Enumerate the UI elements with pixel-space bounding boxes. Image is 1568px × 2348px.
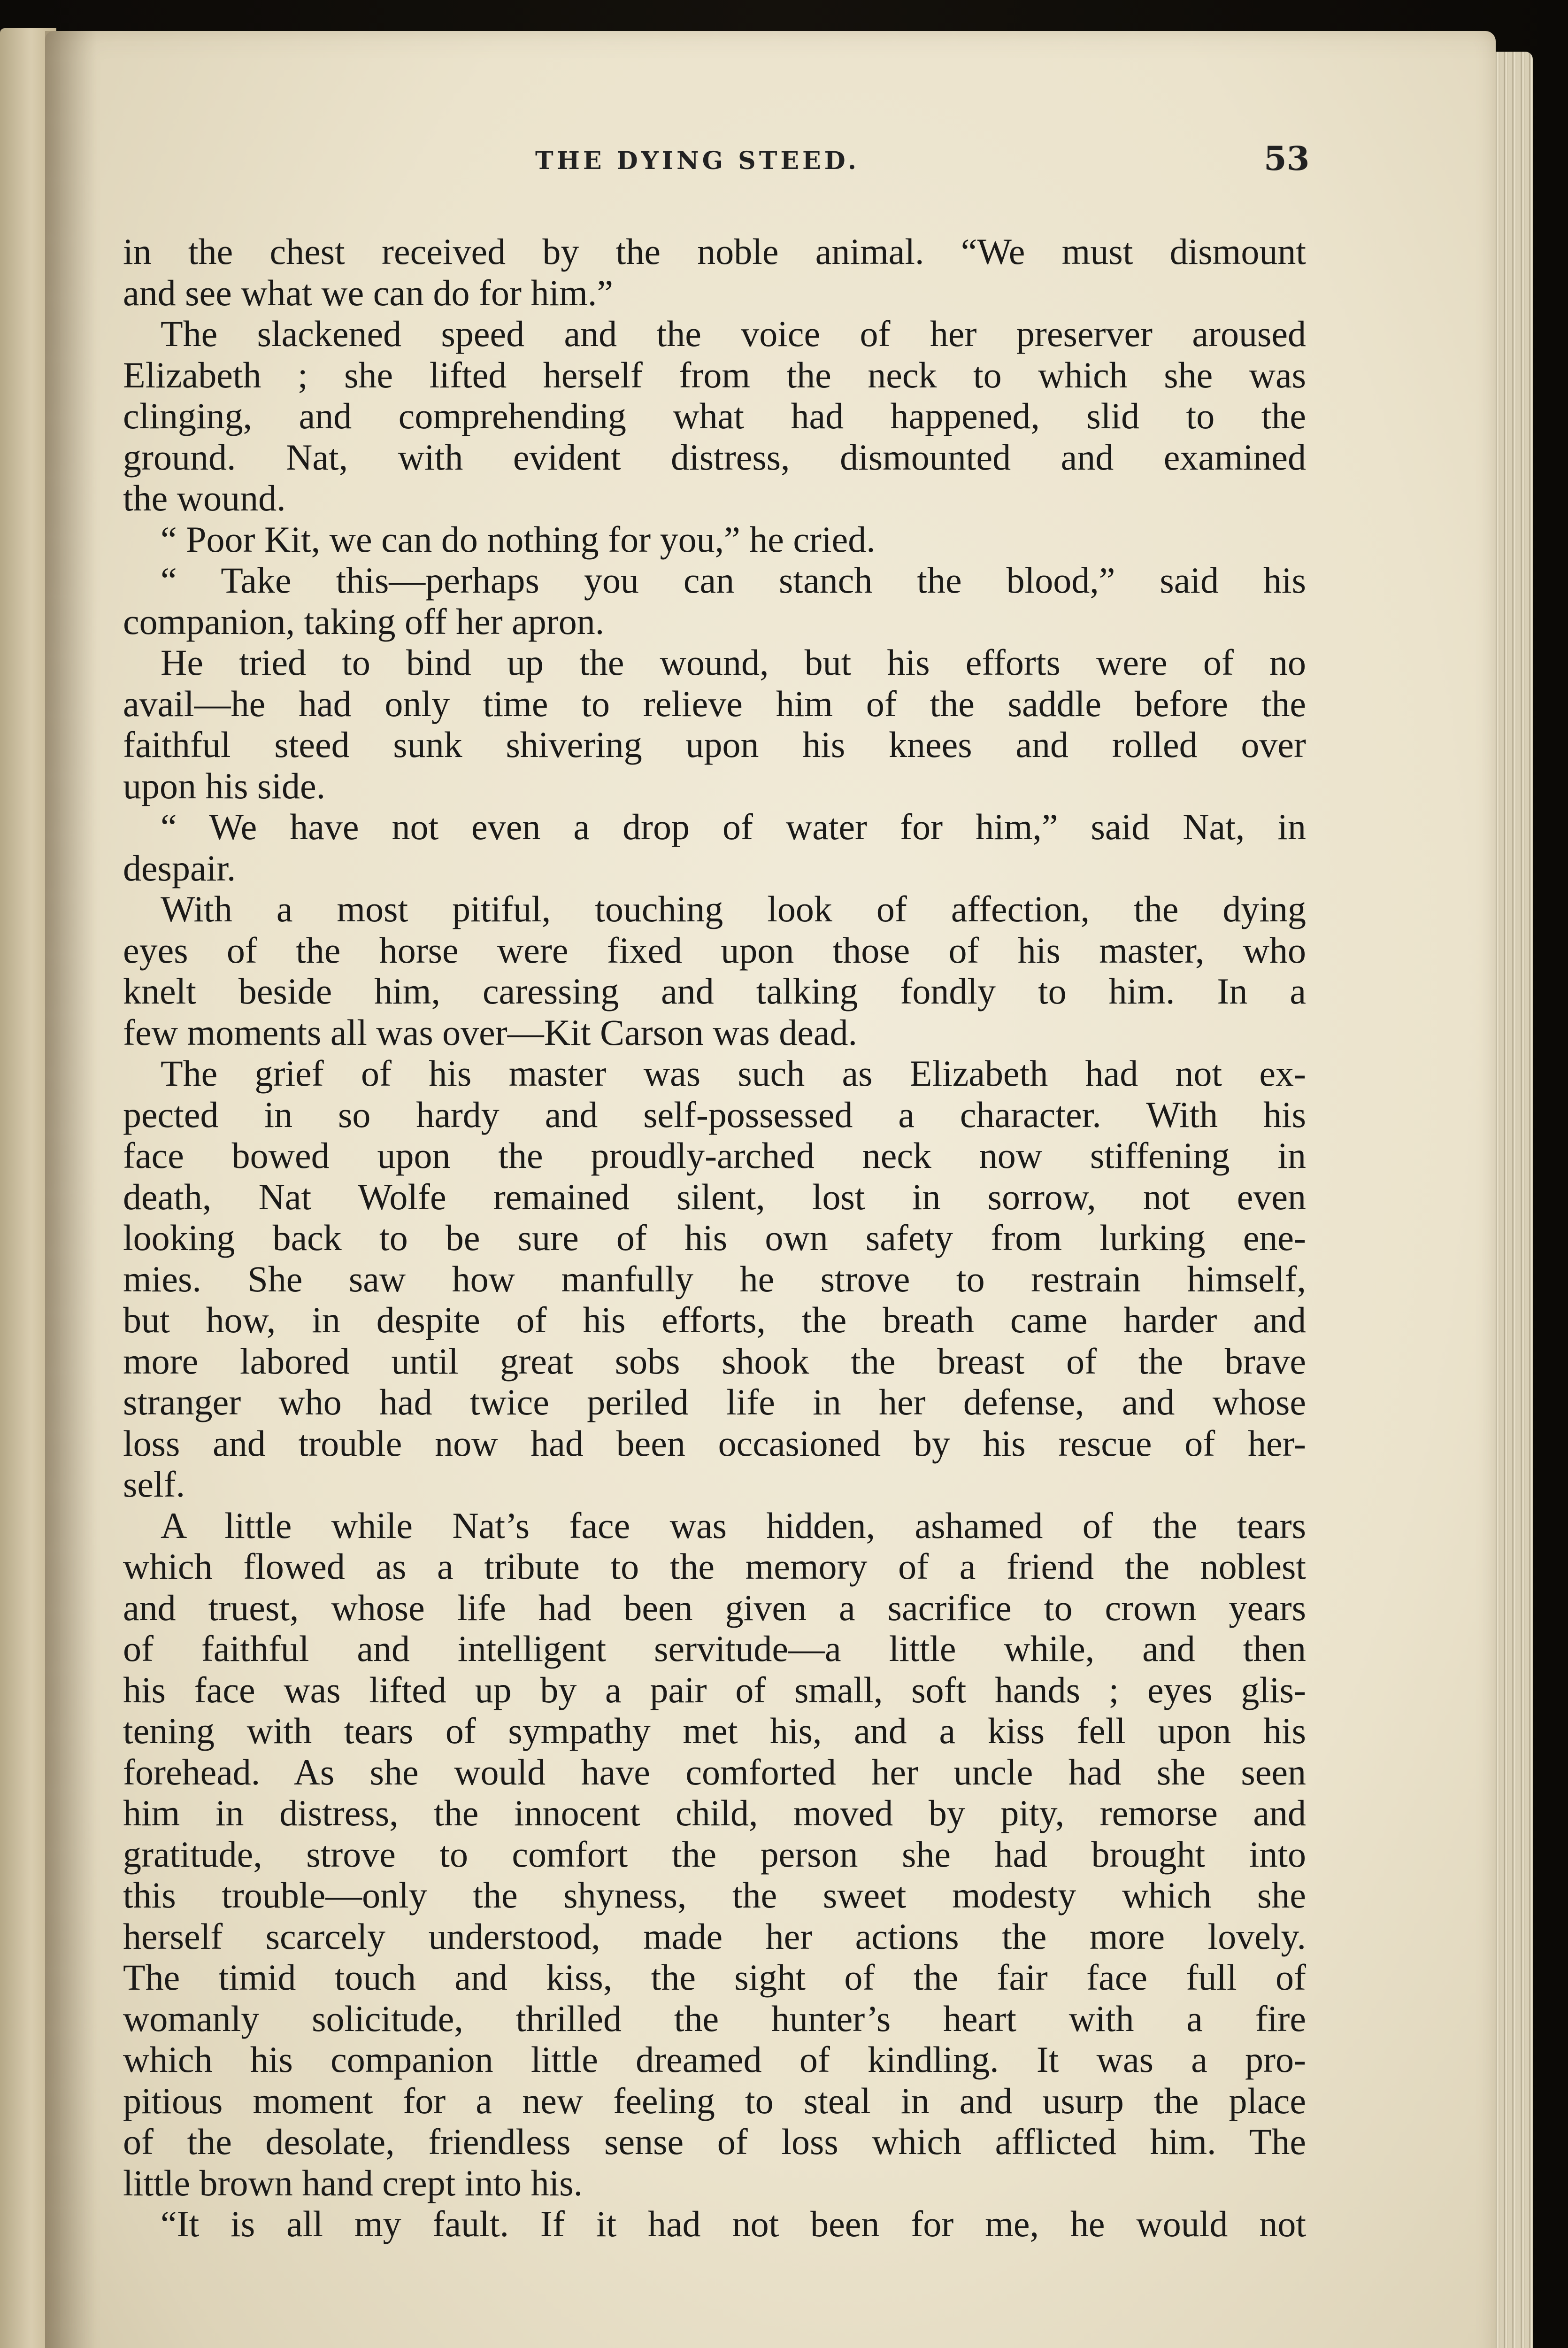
running-title: THE DYING STEED.: [535, 147, 860, 175]
text-line: his face was lifted up by a pair of small, soft hands ; eyes glis-: [123, 1669, 1306, 1710]
text-line: womanly solicitude, thrilled the hunter’s heart with a fire: [123, 1998, 1306, 2039]
text-line: of faithful and intelligent servitude—a little while, and then: [123, 1628, 1306, 1669]
text-line: avail—he had only time to relieve him of the saddle before the: [123, 683, 1306, 724]
text-line: face bowed upon the proudly-arched neck now stiffening in: [123, 1135, 1306, 1176]
spine-shadow: [45, 31, 97, 2348]
text-line: few moments all was over—Kit Carson was dead.: [123, 1012, 857, 1053]
text-line: stranger who had twice periled life in her defense, and whose: [123, 1382, 1306, 1422]
text-line: loss and trouble now had been occasioned by his rescue of her-: [123, 1422, 1306, 1464]
body-text: [123, 231, 1306, 2245]
text-line: knelt beside him, caressing and talking fondly to him. In a: [123, 971, 1306, 1012]
text-line: “ We have not even a drop of water for him,” said Nat, in: [161, 806, 1306, 847]
text-line: He tried to bind up the wound, but his efforts were of no: [161, 642, 1306, 683]
text-line: The grief of his master was such as Elizabeth had not ex-: [161, 1053, 1306, 1094]
text-line: “ Poor Kit, we can do nothing for you,” he cried.: [161, 518, 876, 560]
text-line: which his companion little dreamed of kindling. It was a pro-: [123, 2039, 1306, 2080]
text-line: mies. She saw how manfully he strove to restrain himself,: [123, 1258, 1306, 1299]
text-line: Elizabeth ; she lifted herself from the neck to which she was: [123, 354, 1306, 395]
text-line: but how, in despite of his efforts, the breath came harder and: [123, 1299, 1306, 1340]
text-line: this trouble—only the shyness, the sweet modesty which she: [123, 1875, 1306, 1915]
text-line: clinging, and comprehending what had happened, slid to the: [123, 395, 1306, 436]
text-line: in the chest received by the noble animal. “We must dismount: [123, 231, 1306, 272]
text-line: With a most pitiful, touching look of affection, the dying: [161, 888, 1306, 929]
text-line: and see what we can do for him.”: [123, 272, 613, 313]
text-line: gratitude, strove to comfort the person she had brought into: [123, 1833, 1306, 1875]
text-line: companion, taking off her apron.: [123, 601, 605, 642]
text-line: The slackened speed and the voice of her preserver aroused: [161, 313, 1306, 354]
text-line: pitious moment for a new feeling to steal in and usurp the place: [123, 2080, 1306, 2121]
text-line: The timid touch and kiss, the sight of the fair face full of: [123, 1957, 1306, 1998]
text-line: looking back to be sure of his own safety from lurking ene-: [123, 1217, 1306, 1258]
text-line: him in distress, the innocent child, moved by pity, remorse and: [123, 1792, 1306, 1833]
text-line: despair.: [123, 847, 236, 888]
text-line: ground. Nat, with evident distress, dismounted and examined: [123, 436, 1306, 478]
text-line: self.: [123, 1464, 185, 1505]
text-line: which flowed as a tribute to the memory of a friend the noblest: [123, 1546, 1306, 1587]
text-line: death, Nat Wolfe remained silent, lost in sorrow, not even: [123, 1176, 1306, 1217]
text-line: forehead. As she would have comforted her uncle had she seen: [123, 1751, 1306, 1792]
text-line: more labored until great sobs shook the breast of the brave: [123, 1340, 1306, 1382]
text-line: tening with tears of sympathy met his, and a kiss fell upon his: [123, 1710, 1306, 1751]
text-line: pected in so hardy and self-possessed a character. With his: [123, 1094, 1306, 1135]
text-line: “It is all my fault. If it had not been for me, he would not: [161, 2203, 1306, 2244]
text-line: and truest, whose life had been given a sacrifice to crown years: [123, 1587, 1306, 1628]
text-line: herself scarcely understood, made her actions the more lovely.: [123, 1915, 1306, 1957]
text-line: upon his side.: [123, 765, 326, 806]
text-line: little brown hand crept into his.: [123, 2162, 583, 2203]
text-line: the wound.: [123, 478, 286, 518]
text-line: “ Take this—perhaps you can stanch the blood,” said his: [161, 560, 1306, 601]
page-number: 53: [1264, 139, 1310, 178]
text-line: faithful steed sunk shivering upon his knees and rolled over: [123, 724, 1306, 765]
text-line: eyes of the horse were fixed upon those of his master, who: [123, 929, 1306, 971]
text-line: A little while Nat’s face was hidden, ashamed of the tears: [161, 1505, 1306, 1546]
text-line: of the desolate, friendless sense of loss which afflicted him. The: [123, 2121, 1306, 2162]
